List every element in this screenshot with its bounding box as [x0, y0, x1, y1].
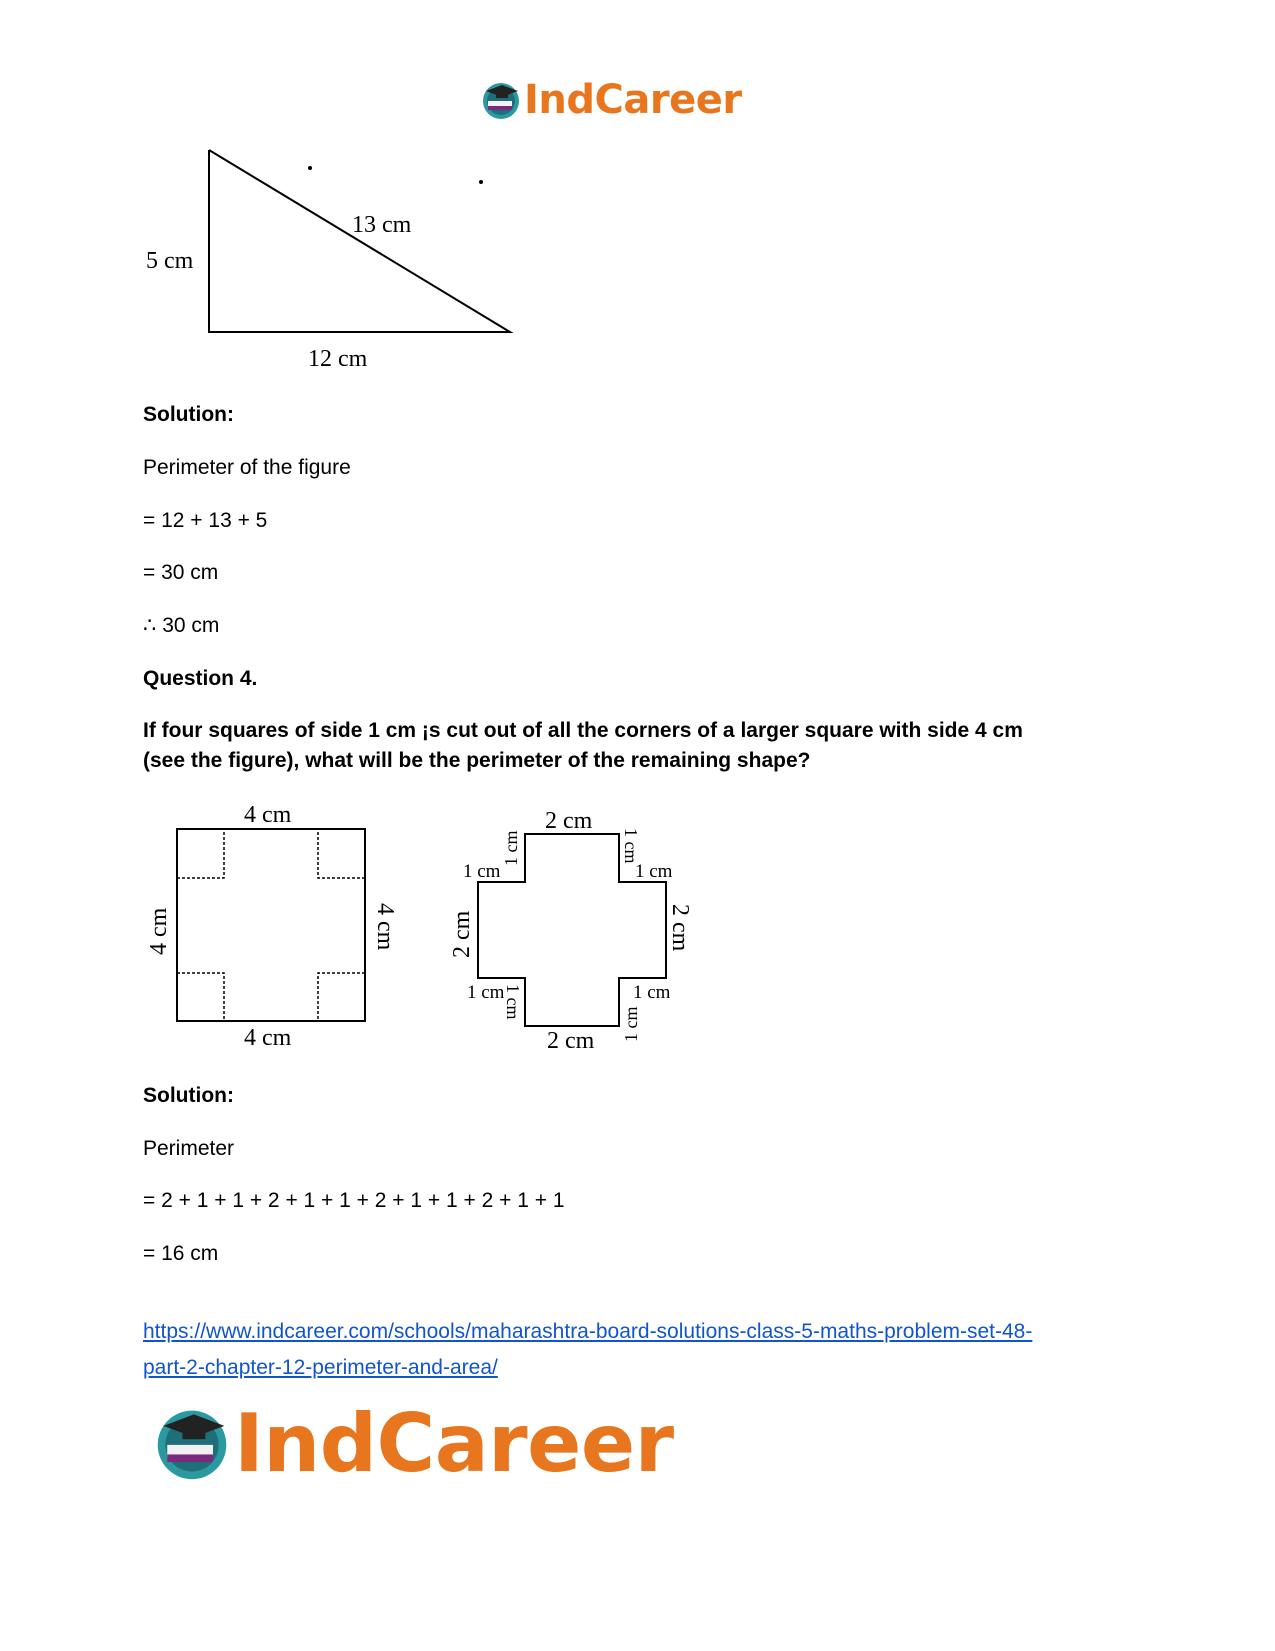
cross-small-label: 1 cm — [463, 861, 501, 882]
square-top-label: 4 cm — [244, 802, 292, 828]
solution1-title: Solution: — [143, 403, 234, 426]
solution1-line: ∴ 30 cm — [143, 614, 220, 637]
solution2-line: Perimeter — [143, 1137, 235, 1160]
footer-logo — [152, 1398, 674, 1488]
cross-small-label: 1 cm — [621, 1006, 641, 1042]
graduation-globe-icon — [480, 79, 522, 121]
triangle-height-label: 5 cm — [146, 248, 194, 274]
triangle-shape — [209, 150, 510, 332]
triangle-figure — [140, 140, 540, 380]
source-link-line1[interactable]: https://www.indcareer.com/schools/maharashtra-board-solutions-class-5-maths-problem-set-48- — [143, 1320, 1033, 1343]
source-link-line2[interactable]: part-2-chapter-12-perimeter-and-area/ — [143, 1356, 498, 1379]
large-square — [177, 829, 365, 1021]
square-bottom-label: 4 cm — [244, 1025, 292, 1051]
cross-figure — [445, 800, 705, 1060]
cross-small-label: 1 cm — [633, 982, 671, 1003]
cross-small-label: 1 cm — [635, 861, 673, 882]
question4-text-line2: (see the figure), what will be the perimeter of the remaining shape? — [143, 749, 811, 772]
question4-title: Question 4. — [143, 667, 258, 690]
cross-bottom-label: 2 cm — [547, 1028, 595, 1054]
source-link[interactable] — [143, 1314, 1143, 1386]
cross-small-label: 1 cm — [503, 984, 523, 1020]
square-left-label: 4 cm — [146, 907, 172, 955]
triangle-base-label: 12 cm — [308, 346, 368, 372]
cross-left-label: 2 cm — [449, 910, 475, 958]
solution2-line: = 16 cm — [143, 1242, 219, 1265]
header-brand-text: IndCareer — [524, 77, 742, 123]
cut-corner-guides — [177, 829, 365, 1021]
solution2-title: Solution: — [143, 1084, 234, 1107]
solution1-line: Perimeter of the figure — [143, 456, 351, 479]
square-right-label: 4 cm — [372, 903, 398, 951]
cross-small-label: 1 cm — [501, 830, 521, 866]
solution1-line: = 30 cm — [143, 561, 219, 584]
square-figure — [140, 795, 410, 1055]
solution1-line: = 12 + 13 + 5 — [143, 509, 268, 532]
question4-text-line1: If four squares of side 1 cm ¡s cut out of all the corners of a larger square with side 4 cm — [143, 719, 1023, 742]
cross-right-label: 2 cm — [667, 904, 693, 952]
cross-small-label: 1 cm — [621, 828, 641, 864]
footer-brand-text: IndCareer — [234, 1396, 674, 1490]
header-logo — [480, 76, 742, 124]
cross-small-label: 1 cm — [467, 982, 505, 1003]
solution2-line: = 2 + 1 + 1 + 2 + 1 + 1 + 2 + 1 + 1 + 2 + 1 + 1 — [143, 1189, 565, 1212]
cross-top-label: 2 cm — [545, 808, 593, 834]
graduation-globe-icon — [152, 1403, 232, 1483]
triangle-hypotenuse-label: 13 cm — [352, 212, 412, 238]
